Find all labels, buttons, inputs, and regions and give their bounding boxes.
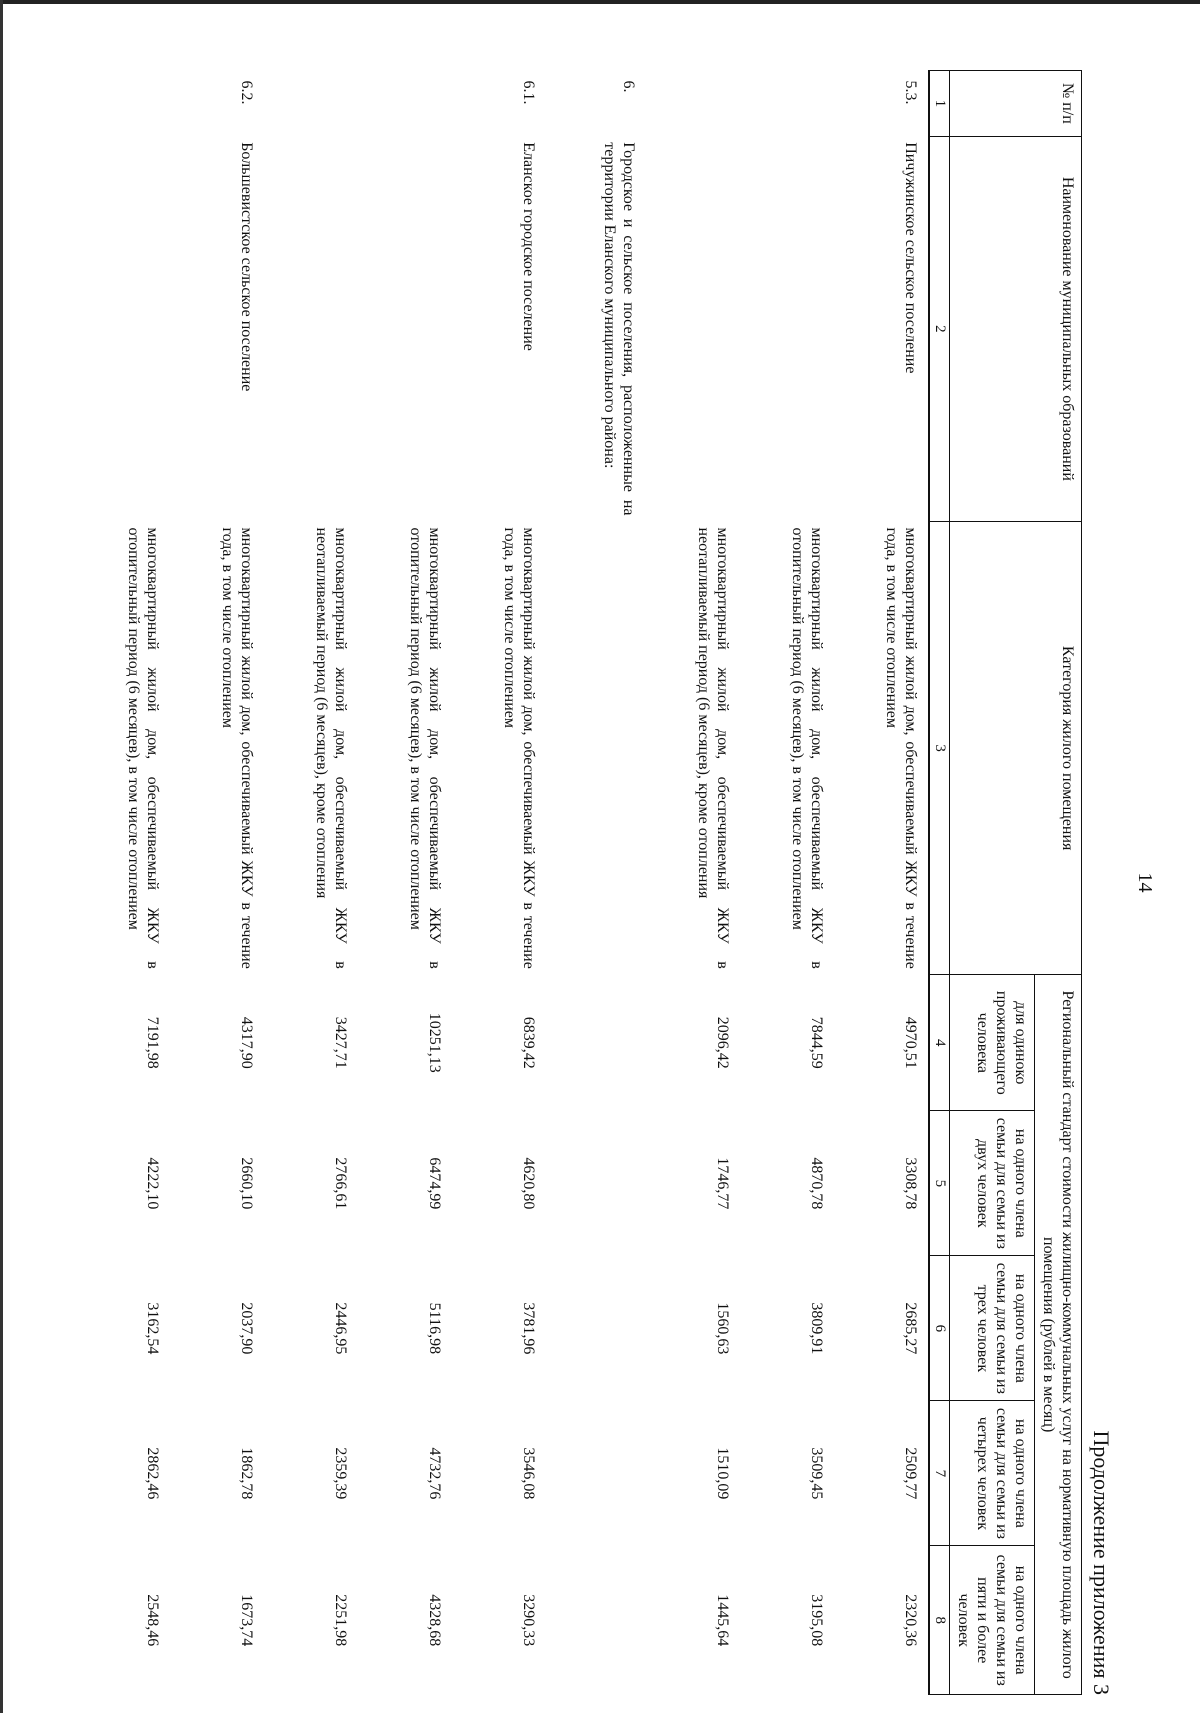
row-v7: 1862,78 xyxy=(238,1447,255,1500)
row-v7: 2359,39 xyxy=(332,1447,349,1500)
row-num: 6.1. xyxy=(520,80,537,105)
header-c8: на одного члена семьи для семьи из пяти и более человек xyxy=(950,1546,1035,1695)
col-number: 5 xyxy=(929,1111,950,1256)
col-number: 6 xyxy=(929,1256,950,1401)
table-row xyxy=(646,71,740,1695)
housing-cost-table xyxy=(76,70,1082,1695)
row-v8: 4328,68 xyxy=(426,1594,443,1647)
row-num xyxy=(76,71,170,137)
row-name xyxy=(264,136,358,521)
row-v6: 2446,95 xyxy=(332,1302,349,1355)
row-v7: 4732,76 xyxy=(426,1447,443,1500)
row-num xyxy=(646,71,740,137)
header-group: Региональный стандарт стоимости жилищно-коммунальных услуг на нормативную площадь жилого помещения (рублей в месяц) xyxy=(1035,975,1082,1695)
row-v8 xyxy=(546,1546,646,1695)
row-category: многоквартирный жилой дом, обеспечиваемый ЖКУ в течение года, в том числе отоплением xyxy=(219,527,255,969)
row-v4: 6839,42 xyxy=(520,1016,537,1069)
header-c7: на одного члена семьи для семьи из четырех человек xyxy=(950,1401,1035,1546)
table-row xyxy=(358,71,452,1695)
scan-edge-left xyxy=(0,0,3,1713)
row-v5: 1746,77 xyxy=(714,1157,731,1210)
row-v4: 3427,71 xyxy=(332,1016,349,1069)
row-name xyxy=(358,136,452,521)
row-name xyxy=(740,136,834,521)
row-v6 xyxy=(546,1256,646,1401)
row-num xyxy=(740,71,834,137)
header-c6: на одного члена семьи для семьи из трех человек xyxy=(950,1256,1035,1401)
row-name: Еланское городское поселение xyxy=(520,142,537,351)
header-c5: на одного члена семьи для семьи из двух человек xyxy=(950,1111,1035,1256)
row-v8: 1445,64 xyxy=(714,1594,731,1647)
table-row xyxy=(264,71,358,1695)
row-category: многоквартирный жилой дом, обеспечиваемый ЖКУ в неотапливаемый период (6 месяцев), кроме отопления xyxy=(313,527,349,969)
row-v6: 3809,91 xyxy=(808,1302,825,1355)
row-v7: 1510,09 xyxy=(714,1447,731,1500)
row-v6: 2685,27 xyxy=(902,1302,919,1355)
row-v4 xyxy=(546,975,646,1111)
row-v4: 4317,90 xyxy=(238,1016,255,1069)
table-row xyxy=(170,71,264,1695)
row-v8: 3290,33 xyxy=(520,1594,537,1647)
col-number: 2 xyxy=(929,136,950,521)
row-v5: 2660,10 xyxy=(238,1157,255,1210)
row-category: многоквартирный жилой дом, обеспечиваемый ЖКУ в отопительный период (6 месяцев), в том числе отоплением xyxy=(789,527,825,969)
header-c4: для одиноко проживающего человека xyxy=(950,975,1035,1111)
col-number: 8 xyxy=(929,1546,950,1695)
row-v8: 3195,08 xyxy=(808,1594,825,1647)
row-category: многоквартирный жилой дом, обеспечиваемый ЖКУ в течение года, в том числе отоплением xyxy=(501,527,537,969)
row-category: многоквартирный жилой дом, обеспечиваемый ЖКУ в отопительный период (6 месяцев), в том числе отоплением xyxy=(407,527,443,969)
row-num: 6.2. xyxy=(238,80,255,105)
col-number: 1 xyxy=(929,71,950,137)
row-v6: 2037,90 xyxy=(238,1302,255,1355)
row-v7: 3509,45 xyxy=(808,1447,825,1500)
row-v4: 7844,59 xyxy=(808,1016,825,1069)
row-v5 xyxy=(546,1111,646,1256)
col-number: 4 xyxy=(929,975,950,1111)
row-category: многоквартирный жилой дом, обеспечиваемый ЖКУ в неотапливаемый период (6 месяцев), кроме отопления xyxy=(695,527,731,969)
header-num: № п/п xyxy=(950,71,1082,137)
row-v6: 3781,96 xyxy=(520,1302,537,1355)
row-v4: 2096,42 xyxy=(714,1016,731,1069)
table-row xyxy=(546,71,646,1695)
row-v4: 10251,13 xyxy=(426,1012,443,1073)
row-v4: 7191,98 xyxy=(144,1016,161,1069)
table-row xyxy=(76,71,170,1695)
row-category xyxy=(546,522,646,975)
table-row xyxy=(740,71,834,1695)
row-v5: 3308,78 xyxy=(902,1157,919,1210)
row-v8: 2548,46 xyxy=(144,1594,161,1647)
table-row xyxy=(452,71,546,1695)
row-v7: 3546,08 xyxy=(520,1447,537,1500)
row-category: многоквартирный жилой дом, обеспечиваемый ЖКУ в течение года, в том числе отоплением xyxy=(883,527,919,969)
row-v8: 2251,98 xyxy=(332,1594,349,1647)
row-v4: 4970,51 xyxy=(902,1016,919,1069)
row-v5: 4620,80 xyxy=(520,1157,537,1210)
row-v6: 5116,98 xyxy=(426,1302,443,1355)
row-v5: 4870,78 xyxy=(808,1157,825,1210)
row-name xyxy=(646,136,740,521)
continuation-label: Продолжение приложения 3 xyxy=(1089,1430,1114,1695)
row-v5: 2766,61 xyxy=(332,1157,349,1210)
row-v7 xyxy=(546,1401,646,1546)
row-category: многоквартирный жилой дом, обеспечиваемый ЖКУ в отопительный период (6 месяцев), в том числе отоплением xyxy=(125,527,161,969)
row-v8: 2320,36 xyxy=(902,1594,919,1647)
row-num: 6. xyxy=(620,80,637,93)
page-number: 14 xyxy=(1134,872,1156,893)
row-v7: 2862,46 xyxy=(144,1447,161,1500)
row-v6: 1560,63 xyxy=(714,1302,731,1355)
row-name xyxy=(76,136,170,521)
row-v5: 4222,10 xyxy=(144,1157,161,1210)
row-name: Большевистское сельское поселение xyxy=(238,142,255,392)
header-category: Категория жилого помещения xyxy=(950,522,1082,975)
row-name: Городское и сельское поселения, расположенные на территории Еланского муниципального района: xyxy=(601,142,637,516)
row-v7: 2509,77 xyxy=(902,1447,919,1500)
header-name: Наименование муниципальных образований xyxy=(950,136,1082,521)
col-number: 3 xyxy=(929,522,950,975)
row-num xyxy=(264,71,358,137)
row-name: Пичужинское сельское поселение xyxy=(902,142,919,374)
rotated-page xyxy=(125,70,1160,1695)
row-v8: 1673,74 xyxy=(238,1594,255,1647)
scan-edge-top xyxy=(0,0,1200,4)
row-v5: 6474,99 xyxy=(426,1157,443,1210)
col-number: 7 xyxy=(929,1401,950,1546)
row-v6: 3162,54 xyxy=(144,1302,161,1355)
row-num: 5.3. xyxy=(902,80,919,105)
row-num xyxy=(358,71,452,137)
table-row xyxy=(834,71,929,1695)
